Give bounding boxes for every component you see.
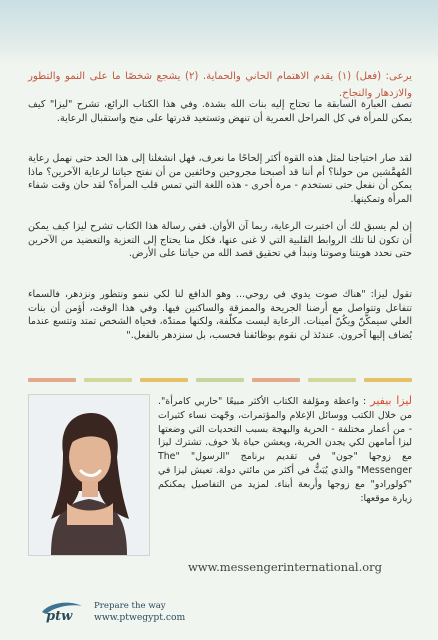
author-photo <box>28 394 150 556</box>
divider-segment <box>84 378 132 382</box>
author-portrait-image <box>29 395 149 555</box>
divider-segment <box>308 378 356 382</box>
paragraph-1: تصف العبارة السابقة ما تحتاج إليه بنات الله بشدة. وفي هذا الكتاب الرائع، تشرح "ليزا" كيف يمكن للمرأة في كل المراحل العمرية أن تنهض وتستعيد قدرتها على منح واستقبال الرعاية. <box>28 99 412 124</box>
divider-segment <box>196 378 244 382</box>
paragraph-2: لقد صار احتياجنا لمثل هذه القوة أكثر إلحاحًا ما نعرف، فهل انشغلنا إلى هذا الحد حتى نهمل رعاية المُهمَّشين من حولنا؟ أم أننا قد أصبحنا مجروحين وخائفين من أن نفتح حياتنا لرعاية الآخرين؟ ماذا يمكن أن نفعل حتى نستخدم - مرة أخرى - هذه اللغة التي تمس قلب المرأة؟ لقد حان وقت شفاء المرأة وتمكينها. <box>28 153 412 205</box>
definition-text: يرعى: (فعل) (١) يقدم الاهتمام الحاني والحماية. (٢) يشجع شخصًا ما على النمو والتطور والازدهار والنجاح. <box>28 71 413 99</box>
divider-segment <box>140 378 188 382</box>
author-website[interactable]: www.messengerinternational.org <box>187 560 383 574</box>
publisher-logo <box>40 598 84 626</box>
author-bio-text: : واعظة ومؤلفة الكتاب الأكثر مبيعًا "حاربي كامرأة". من خلال الكتب ووسائل الإعلام والمؤتمرات، وجّهت نساء كثيرات - من أعمار مختلفة - الحرية والبهجة بسبب التحديات التي وضعتها ليزا أمامهن لكي يجدن الحرية، ويعشن حياة بلا خوف. تشترك ليزا مع زوجها "جون" في تقديم برنامج "الرسول" "The Messenger" والذي يُبَثُّ في أكثر من مائتي دولة. تعيش ليزا في "كولورادو" مع زوجها وأربعة أبناء. لمزيد من التفاصيل يمكنكم زيارة موقعها: <box>158 396 412 504</box>
paragraph-3: إن لم يسبق لك أن اختبرت الرعاية، ربما آن الأوان. ففي رسالة هذا الكتاب تشرح ليزا كيف يمكن أن تكون لنا تلك الروابط القلبية التي لا غنى عنها، فكل منا يحتاج إلى التعزية والتعضيد من الآخرين حتى نحدد هويتنا وصوتنا ونبدأ في تحقيق قصد الله من حياتنا على الأرض. <box>28 221 412 260</box>
divider-segment <box>28 378 76 382</box>
publisher-logo-icon <box>40 598 84 626</box>
color-divider <box>28 378 412 382</box>
publisher-website[interactable]: www.ptwegypt.com <box>94 612 186 623</box>
paragraph-4: تقول ليزا: "هناك صوت يدوي في روحي... وهو الدافع لنا لكي ننمو ونتطور ونزدهر، فالسماء تتفاعل وتتواصل مع أرضنا الجريحة والممزقة والساكنين فيها. وفي هذا الوقت، أؤمن أن بنات العلي سيمكّنّ ويكُنّ أمينات. الرعاية ليست مكلّفة، ولكنها ممتدّة، فحياة الشخص تمتد وتتسع عندما يُضاف إليها آخرون. عندئذ لن نقوم بوظائفنا فحسب، بل سنزدهر بالفعل." <box>28 289 412 341</box>
divider-segment <box>252 378 300 382</box>
author-name: ليزا بيفير <box>370 394 413 407</box>
author-bio <box>158 394 412 505</box>
publisher-info <box>94 600 185 624</box>
divider-segment <box>364 378 412 382</box>
publisher-logo-text: ptw <box>46 609 73 624</box>
publisher-tagline: Prepare the way <box>94 601 166 611</box>
